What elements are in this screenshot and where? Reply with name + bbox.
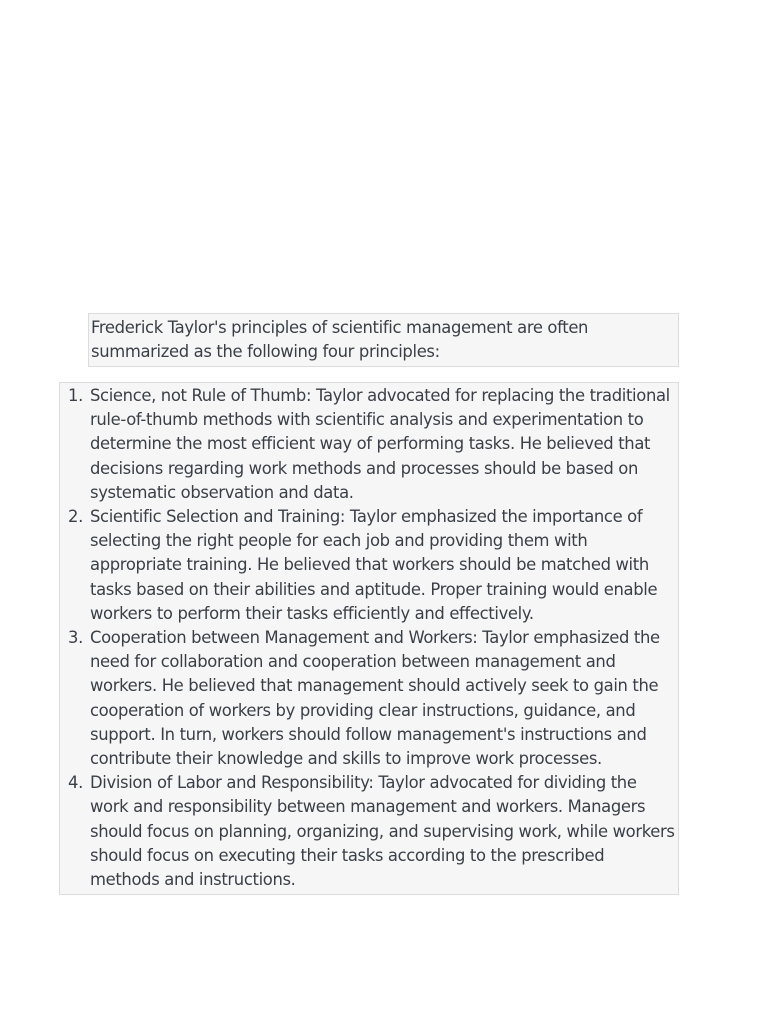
principle-number: 3. [68,628,83,648]
principle-text: Division of Labor and Responsibility: Taylor advocated for dividing the work and responsibility between management and workers. Managers should focus on planning, organizing, and supervising work, while workers should focus on executing their tasks according to the prescribed methods and instructions. [90,773,675,890]
principle-text: Cooperation between Management and Workers: Taylor emphasized the need for collaboration and cooperation between management and workers. He believed that management should actively seek to gain the cooperation of workers by providing clear instructions, guidance, and support. In turn, workers should follow management's instructions and contribute their knowledge and skills to improve work processes. [90,628,660,769]
principle-item [60,626,676,771]
principle-text: Science, not Rule of Thumb: Taylor advocated for replacing the traditional rule-of-thumb methods with scientific analysis and experimentation to determine the most efficient way of performing tasks. He believed that decisions regarding work methods and processes should be based on systematic observation and data. [90,386,670,502]
principle-item [60,505,676,626]
intro-text: Frederick Taylor's principles of scientific management are often summarized as the following four principles: [91,318,589,362]
principle-item [60,384,676,505]
principles-list-box [59,382,679,895]
principle-text: Scientific Selection and Training: Taylor emphasized the importance of selecting the right people for each job and providing them with appropriate training. He believed that workers should be matched with tasks based on their abilities and aptitude. Proper training would enable workers to perform their tasks efficiently and effectively. [90,507,658,623]
principle-number: 1. [68,386,83,405]
principle-number: 4. [68,773,83,793]
principles-list [60,384,676,892]
intro-paragraph [88,313,679,367]
principle-number: 2. [68,507,83,527]
principle-item [60,771,676,892]
